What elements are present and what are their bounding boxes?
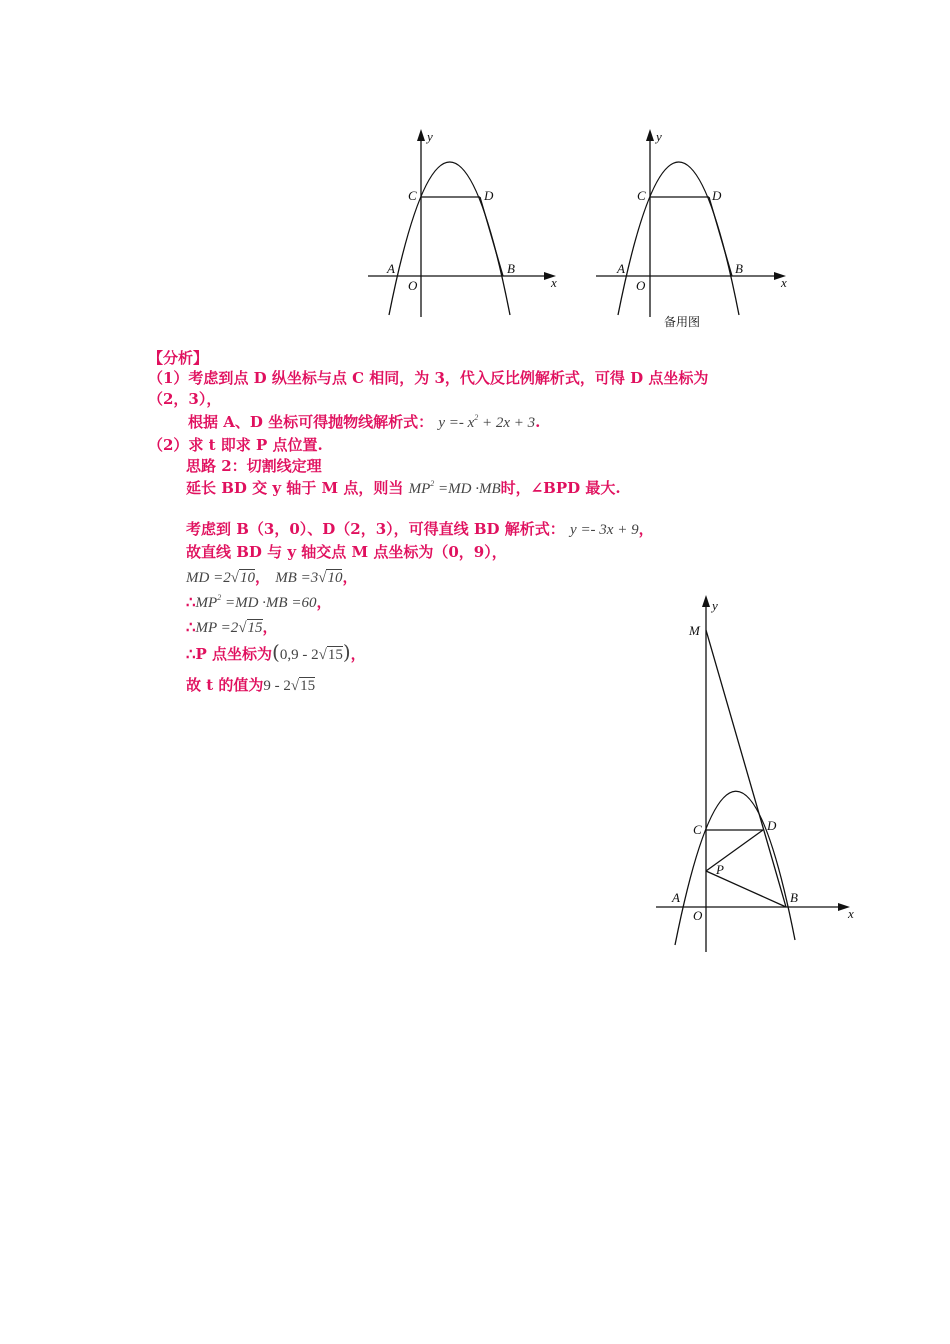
line-bd-formula: y =- 3x + 9 <box>570 522 639 538</box>
label-m: M <box>689 623 700 638</box>
label-c: C <box>408 188 417 203</box>
p-coordinate: 0,9 - 2√15 <box>279 647 343 663</box>
line-6-end: 时，∠BPD 最大. <box>500 479 621 497</box>
analysis-line-10: $\therefore MP^2 =MD \cdot MB =60$， <box>186 593 332 611</box>
analysis <box>148 347 828 707</box>
analysis-line-7: 考虑到 B（3，0）、D（2，3），可得直线 BD 解析式： y =- 3x + 9， <box>186 520 654 538</box>
label-a: A <box>672 890 680 905</box>
mp-squared: $MP^2 =MD \cdot MB =60$ <box>195 593 317 611</box>
secant-formula: $MP^2 =MD \cdot MB$ <box>408 479 501 497</box>
label-b: B <box>790 890 798 905</box>
y-arrow-icon <box>417 129 425 141</box>
analysis-line-1: （1）考虑到点 D 纵坐标与点 C 相同，为 3，代入反比例解析式，可得 D 点坐标为 <box>148 369 709 387</box>
label-a: A <box>617 261 625 276</box>
label-d: D <box>712 188 722 203</box>
analysis-line-12: ∴P 点坐标为(0,9 - 2√15)， <box>186 640 366 664</box>
analysis-line-8: 故直线 BD 与 y 轴交点 M 点坐标为（0，9）， <box>186 543 507 561</box>
label-x: x <box>551 275 557 290</box>
line-7-text: 考虑到 B（3，0）、D（2，3），可得直线 BD 解析式： <box>186 520 565 538</box>
figure-caption: 备用图 <box>664 315 701 329</box>
md-value: MD =2√10 <box>186 570 255 586</box>
mp-value: MP =2√15 <box>195 620 263 636</box>
line-3-text: 根据 A、D 坐标可得抛物线解析式： <box>188 413 434 431</box>
analysis-line-5: 思路 2：切割线定理 <box>186 457 322 475</box>
analysis-line-4: （2）求 t 即求 P 点位置. <box>148 436 323 454</box>
segment-db <box>480 197 503 276</box>
label-y: y <box>712 598 718 613</box>
analysis-line-11: ∴MP =2√15， <box>186 618 278 636</box>
label-c: C <box>637 188 646 203</box>
analysis-line-9: MD =2√10， MB =3√10， <box>186 568 358 586</box>
label-b: B <box>735 261 743 276</box>
label-y: y <box>427 129 433 144</box>
analysis-line-3: 根据 A、D 坐标可得抛物线解析式： $y =- x^2 + 2x + 3$. <box>188 413 541 431</box>
analysis-line-13: 故 t 的值为9 - 2√15 <box>186 676 316 694</box>
mb-value: MB =3√10 <box>275 570 343 586</box>
parabola-formula: $y =- x^2 + 2x + 3$ <box>438 413 536 431</box>
label-c: C <box>693 822 702 837</box>
line-6-text: 延长 BD 交 y 轴于 M 点，则当 <box>186 479 404 497</box>
label-x: x <box>848 906 854 921</box>
segment-db <box>709 197 732 276</box>
label-d: D <box>484 188 494 203</box>
t-value: 9 - 2√15 <box>263 678 316 694</box>
label-y: y <box>656 129 662 144</box>
label-d: D <box>767 818 777 833</box>
analysis-line-2: （2，3）， <box>148 390 222 408</box>
label-a: A <box>387 261 395 276</box>
label-o: O <box>408 278 418 293</box>
label-o: O <box>693 908 703 923</box>
segment-pd <box>706 830 763 871</box>
label-x: x <box>781 275 787 290</box>
figure-1 <box>360 125 570 320</box>
analysis-heading: 【分析】 <box>148 349 209 367</box>
y-arrow-icon <box>646 129 654 141</box>
label-b: B <box>507 261 515 276</box>
label-o: O <box>636 278 646 293</box>
analysis-line-6 <box>186 477 621 498</box>
figure-2 <box>590 125 800 335</box>
label-p: P <box>716 862 724 877</box>
